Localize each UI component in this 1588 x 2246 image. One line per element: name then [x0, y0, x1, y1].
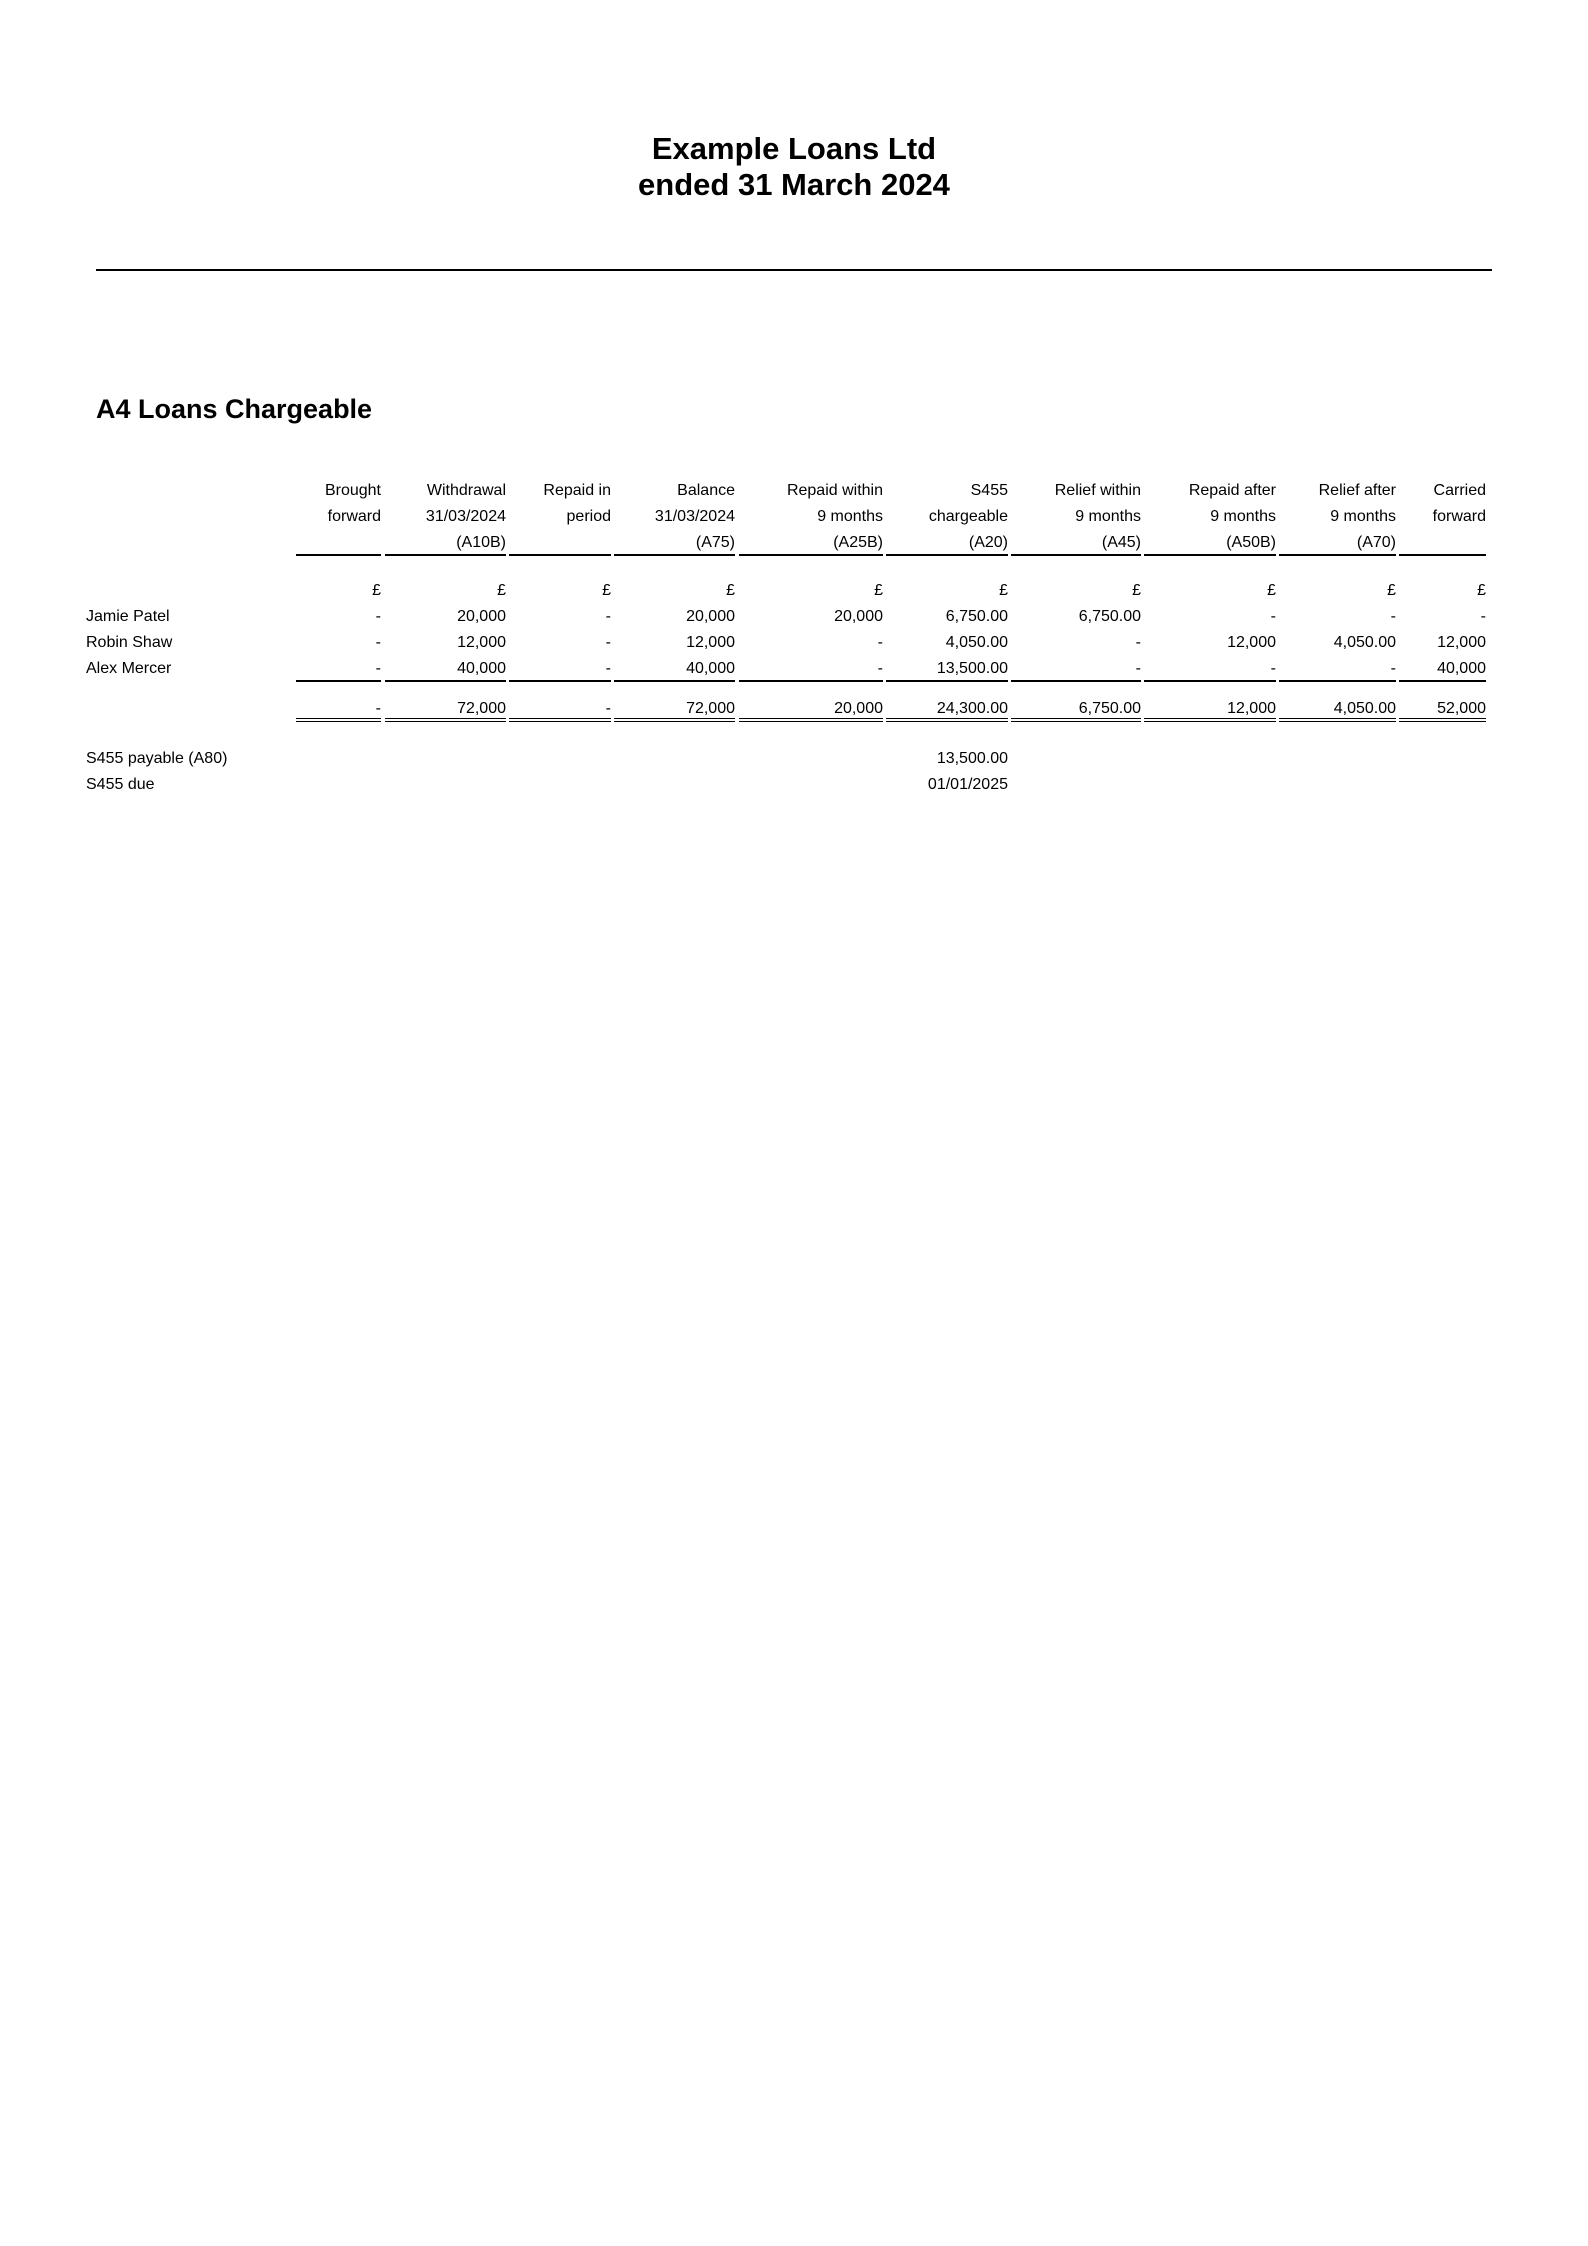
table-cell: -: [1011, 656, 1141, 682]
total-cell: 6,750.00: [1011, 696, 1141, 722]
table-cell: -: [605, 634, 611, 651]
table-cell: -: [1270, 608, 1276, 625]
col-header-line2: period: [566, 508, 611, 525]
table-cell: -: [1390, 608, 1396, 625]
row-name: Alex Mercer: [86, 660, 172, 677]
table-cell: 6,750.00: [945, 608, 1008, 625]
table-cell: 12,000: [686, 634, 735, 651]
total-cell: -: [509, 696, 611, 722]
table-cell: 40,000: [385, 656, 506, 682]
table-cell: -: [375, 634, 381, 651]
table-cell: 4,050.00: [1333, 634, 1396, 651]
table-cell: -: [1135, 634, 1141, 651]
table-cell: -: [1144, 656, 1276, 682]
currency-symbol: £: [497, 582, 506, 599]
s455-payable-row: [86, 746, 1486, 772]
table-cell: 12,000: [457, 634, 506, 651]
table-cell: -: [739, 656, 883, 682]
currency-symbol: £: [1267, 582, 1276, 599]
table-cell: 6,750.00: [1078, 608, 1141, 625]
col-header-line1: Repaid within: [786, 482, 883, 499]
row-name: Jamie Patel: [86, 608, 170, 625]
col-header-line2: 31/03/2024: [425, 508, 506, 525]
total-cell: 4,050.00: [1279, 696, 1396, 722]
col-header-line2: 9 months: [1210, 508, 1276, 525]
table-cell: 4,050.00: [945, 634, 1008, 651]
loans-table: [86, 478, 1486, 798]
col-header-line3: [509, 530, 611, 556]
table-cell: -: [296, 656, 381, 682]
total-cell: 20,000: [739, 696, 883, 722]
table-cell: 12,000: [1437, 634, 1486, 651]
currency-row: [86, 578, 1486, 604]
table-cell: -: [1279, 656, 1396, 682]
s455-payable-label: S455 payable (A80): [86, 750, 228, 767]
section-title: A4 Loans Chargeable: [96, 394, 373, 424]
col-header-line1: Relief within: [1054, 482, 1141, 499]
table-cell: 13,500.00: [886, 656, 1008, 682]
table-cell: 20,000: [686, 608, 735, 625]
s455-due-row: [86, 772, 1486, 798]
col-header-line3: (A25B): [739, 530, 883, 556]
col-header-line3: [1399, 530, 1486, 556]
total-cell: 72,000: [614, 696, 735, 722]
currency-symbol: £: [1132, 582, 1141, 599]
s455-due-label: S455 due: [86, 776, 155, 793]
col-header-line1: Withdrawal: [426, 482, 506, 499]
col-header-line3: (A20): [886, 530, 1008, 556]
currency-symbol: £: [372, 582, 381, 599]
table-row: [86, 604, 1486, 630]
col-header-line2: chargeable: [928, 508, 1008, 525]
col-header-line2: 9 months: [1075, 508, 1141, 525]
col-header-line2: 31/03/2024: [654, 508, 735, 525]
col-header-line3: (A70): [1279, 530, 1396, 556]
currency-symbol: £: [999, 582, 1008, 599]
currency-symbol: £: [726, 582, 735, 599]
col-header-line3: (A45): [1011, 530, 1141, 556]
row-name: Robin Shaw: [86, 634, 173, 651]
col-header-line3: (A10B): [385, 530, 506, 556]
table-cell: -: [375, 608, 381, 625]
currency-symbol: £: [1387, 582, 1396, 599]
total-cell: 52,000: [1399, 696, 1486, 722]
table-cell: 40,000: [1399, 656, 1486, 682]
col-header-line2: forward: [1432, 508, 1486, 525]
total-cell: 72,000: [385, 696, 506, 722]
col-header-line3: (A75): [614, 530, 735, 556]
column-header-row-3: [86, 530, 1486, 556]
column-header-row-1: [86, 478, 1486, 504]
total-cell: 12,000: [1144, 696, 1276, 722]
table-cell: 12,000: [1227, 634, 1276, 651]
total-cell: 24,300.00: [886, 696, 1008, 722]
currency-symbol: £: [602, 582, 611, 599]
col-header-line1: S455: [970, 482, 1008, 499]
column-header-row-2: [86, 504, 1486, 530]
table-cell: -: [877, 634, 883, 651]
col-header-line2: forward: [327, 508, 381, 525]
col-header-line1: Repaid after: [1188, 482, 1276, 499]
total-cell: -: [296, 696, 381, 722]
col-header-line1: Balance: [677, 482, 735, 499]
table-row: [86, 630, 1486, 656]
col-header-line1: Brought: [324, 482, 381, 499]
table-cell: 20,000: [457, 608, 506, 625]
totals-row: [86, 696, 1486, 722]
header-divider: [96, 269, 1492, 271]
col-header-line3: [296, 530, 381, 556]
currency-symbol: £: [1477, 582, 1486, 599]
col-header-line2: 9 months: [1330, 508, 1396, 525]
col-header-line3: (A50B): [1144, 530, 1276, 556]
col-header-line1: Relief after: [1318, 482, 1396, 499]
table-cell: 40,000: [614, 656, 735, 682]
currency-symbol: £: [874, 582, 883, 599]
col-header-line1: Repaid in: [543, 482, 611, 499]
s455-due-value: 01/01/2025: [927, 776, 1008, 793]
table-row: [86, 656, 1486, 682]
col-header-line1: Carried: [1433, 482, 1486, 499]
table-cell: -: [605, 608, 611, 625]
company-title: Example Loans Ltd: [651, 131, 937, 166]
table-cell: -: [509, 656, 611, 682]
table-cell: 20,000: [834, 608, 883, 625]
col-header-line2: 9 months: [817, 508, 883, 525]
table-cell: -: [1480, 608, 1486, 625]
period-title: ended 31 March 2024: [638, 167, 950, 202]
s455-payable-value: 13,500.00: [936, 750, 1008, 767]
